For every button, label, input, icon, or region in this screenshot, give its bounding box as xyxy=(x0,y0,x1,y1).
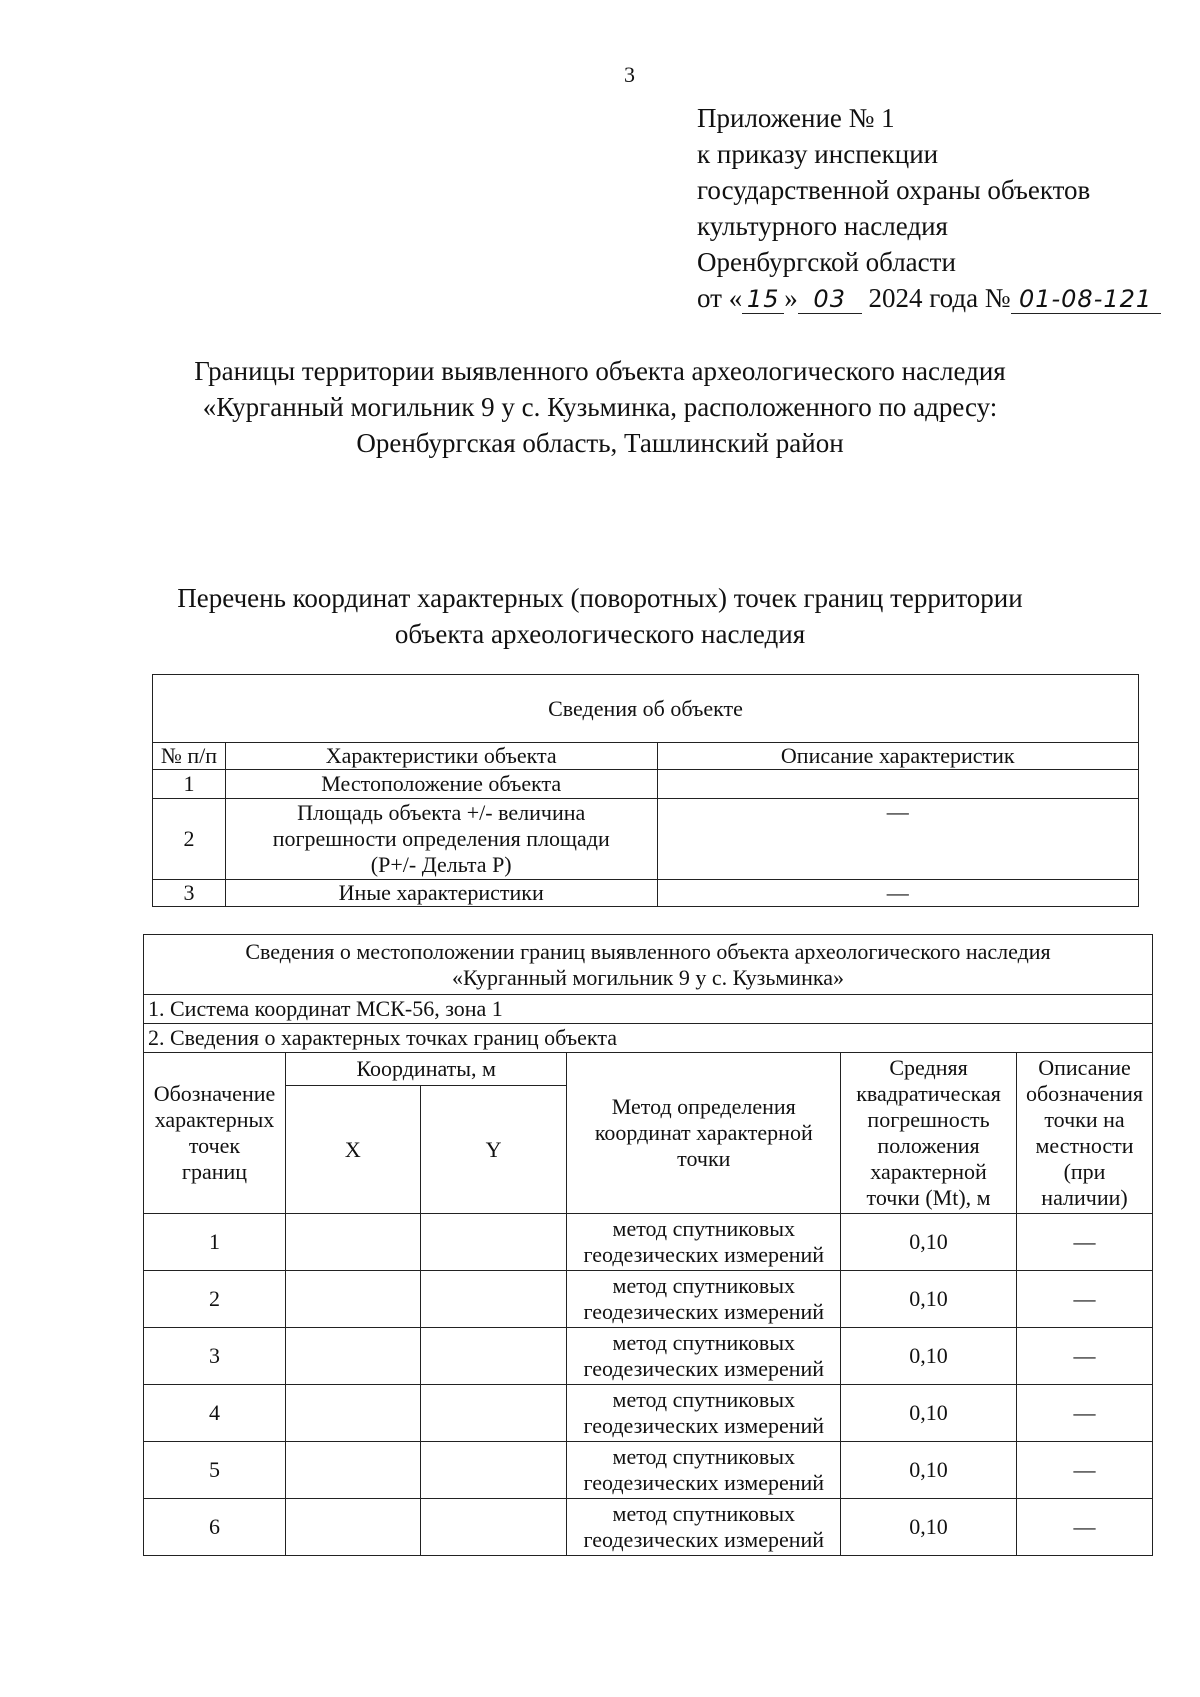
point-method xyxy=(567,1385,841,1442)
table-row xyxy=(144,1499,1153,1556)
handwritten-order-number: 01-08-121 xyxy=(1011,285,1161,314)
row-value: — xyxy=(657,799,1138,880)
header-text: характерной xyxy=(870,1159,987,1184)
method-line: геодезических измерений xyxy=(583,1299,825,1324)
subtitle-line: объекта археологического наследия xyxy=(394,619,806,649)
date-prefix: от « xyxy=(697,283,743,313)
point-x xyxy=(285,1499,420,1556)
header-text: обозначения xyxy=(1025,1081,1144,1106)
header-text: (при xyxy=(1063,1159,1106,1184)
point-number: 2 xyxy=(144,1271,286,1328)
appendix-date-line xyxy=(697,280,1167,316)
page-number: 3 xyxy=(624,62,635,87)
subtitle-line: Перечень координат характерных (поворотных) точек границ территории xyxy=(177,583,1023,613)
point-description: — xyxy=(1017,1328,1153,1385)
point-y xyxy=(420,1442,567,1499)
point-x xyxy=(285,1328,420,1385)
title-line: «Курганный могильник 9 у с. Кузьминка, расположенного по адресу: xyxy=(202,392,998,422)
row-name xyxy=(225,799,657,880)
point-number: 3 xyxy=(144,1328,286,1385)
object-table-caption: Сведения об объекте xyxy=(153,675,1139,743)
method-line: метод спутниковых xyxy=(612,1501,796,1526)
object-info-table xyxy=(152,674,1139,907)
row-number: 3 xyxy=(153,880,226,907)
handwritten-month: 03 xyxy=(798,285,862,314)
header-text: Описание xyxy=(1038,1055,1131,1080)
point-x xyxy=(285,1271,420,1328)
row-value xyxy=(657,770,1138,799)
header-text: наличии) xyxy=(1041,1185,1128,1210)
point-error: 0,10 xyxy=(841,1214,1017,1271)
header-characteristic: Характеристики объекта xyxy=(225,743,657,770)
point-description: — xyxy=(1017,1442,1153,1499)
header-text: местности xyxy=(1035,1133,1134,1158)
table-row xyxy=(144,1328,1153,1385)
handwritten-day: 15 xyxy=(742,285,784,314)
header-x: X xyxy=(285,1086,420,1214)
header-error xyxy=(841,1053,1017,1214)
point-error: 0,10 xyxy=(841,1328,1017,1385)
caption-line: «Курганный могильник 9 у с. Кузьминка» xyxy=(452,964,844,990)
header-text: погрешность xyxy=(867,1107,990,1132)
point-x xyxy=(285,1442,420,1499)
header-text: положения xyxy=(877,1133,980,1158)
header-text: Метод определения xyxy=(611,1094,796,1119)
caption-line: Сведения о местоположении границ выявленного объекта археологического наследия xyxy=(245,938,1051,964)
header-description: Описание характеристик xyxy=(657,743,1138,770)
method-line: геодезических измерений xyxy=(583,1527,825,1552)
header-description xyxy=(1017,1053,1153,1214)
method-line: метод спутниковых xyxy=(612,1387,796,1412)
point-y xyxy=(420,1328,567,1385)
point-number: 4 xyxy=(144,1385,286,1442)
point-number: 5 xyxy=(144,1442,286,1499)
method-line: геодезических измерений xyxy=(583,1242,825,1267)
point-method xyxy=(567,1499,841,1556)
point-error: 0,10 xyxy=(841,1442,1017,1499)
appendix-line: Приложение № 1 xyxy=(697,103,895,133)
appendix-line: культурного наследия xyxy=(697,211,948,241)
header-text: точки (Mt), м xyxy=(866,1185,991,1210)
document-title xyxy=(150,353,1050,461)
point-number: 6 xyxy=(144,1499,286,1556)
method-line: метод спутниковых xyxy=(612,1216,796,1241)
point-x xyxy=(285,1214,420,1271)
point-number: 1 xyxy=(144,1214,286,1271)
table-row xyxy=(144,1214,1153,1271)
header-text: Средняя xyxy=(889,1055,968,1080)
appendix-line: Оренбургской области xyxy=(697,247,956,277)
header-text: точки xyxy=(677,1146,731,1171)
point-x xyxy=(285,1385,420,1442)
row-name: Местоположение объекта xyxy=(225,770,657,799)
document-subtitle xyxy=(150,580,1050,652)
point-description: — xyxy=(1017,1271,1153,1328)
point-error: 0,10 xyxy=(841,1385,1017,1442)
row-value: — xyxy=(657,880,1138,907)
point-method xyxy=(567,1271,841,1328)
appendix-line: к приказу инспекции xyxy=(697,139,939,169)
header-number: № п/п xyxy=(153,743,226,770)
appendix-header xyxy=(697,100,1167,316)
point-description: — xyxy=(1017,1385,1153,1442)
points-table-caption xyxy=(144,935,1153,995)
table-row xyxy=(144,1442,1153,1499)
header-text: Обозначение xyxy=(153,1081,276,1106)
method-line: метод спутниковых xyxy=(612,1273,796,1298)
table-row xyxy=(144,1385,1153,1442)
title-line: Границы территории выявленного объекта археологического наследия xyxy=(194,356,1006,386)
header-text: точки на xyxy=(1044,1107,1125,1132)
header-text: точек xyxy=(188,1133,241,1158)
point-method xyxy=(567,1214,841,1271)
method-line: метод спутниковых xyxy=(612,1330,796,1355)
title-line: Оренбургская область, Ташлинский район xyxy=(356,428,844,458)
point-method xyxy=(567,1328,841,1385)
header-designation xyxy=(144,1053,286,1214)
header-text: характерных xyxy=(154,1107,275,1132)
table-row xyxy=(144,1271,1153,1328)
method-line: геодезических измерений xyxy=(583,1356,825,1381)
method-line: геодезических измерений xyxy=(583,1413,825,1438)
row-number: 2 xyxy=(153,799,226,880)
boundary-points-table xyxy=(143,934,1153,1556)
row-number: 1 xyxy=(153,770,226,799)
row-name: Иные характеристики xyxy=(225,880,657,907)
point-y xyxy=(420,1214,567,1271)
point-error: 0,10 xyxy=(841,1271,1017,1328)
point-y xyxy=(420,1271,567,1328)
coordinate-system-row: 1. Система координат МСК-56, зона 1 xyxy=(144,995,1153,1024)
row-name-line: Площадь объекта +/- величина xyxy=(297,800,586,825)
point-error: 0,10 xyxy=(841,1499,1017,1556)
header-method xyxy=(567,1053,841,1214)
date-year: 2024 года № xyxy=(868,283,1011,313)
header-text: квадратическая xyxy=(856,1081,1001,1106)
point-method xyxy=(567,1442,841,1499)
points-info-row: 2. Сведения о характерных точках границ объекта xyxy=(144,1024,1153,1053)
header-text: координат характерной xyxy=(594,1120,813,1145)
method-line: метод спутниковых xyxy=(612,1444,796,1469)
point-y xyxy=(420,1499,567,1556)
point-y xyxy=(420,1385,567,1442)
point-description: — xyxy=(1017,1214,1153,1271)
appendix-line: государственной охраны объектов xyxy=(697,175,1091,205)
header-text: границ xyxy=(181,1159,248,1184)
row-name-line: погрешности определения площади xyxy=(272,826,610,851)
date-quote: » xyxy=(784,283,798,313)
point-description: — xyxy=(1017,1499,1153,1556)
method-line: геодезических измерений xyxy=(583,1470,825,1495)
header-y: Y xyxy=(420,1086,567,1214)
header-coordinates: Координаты, м xyxy=(285,1053,567,1086)
row-name-line: (Р+/- Дельта Р) xyxy=(370,852,512,877)
